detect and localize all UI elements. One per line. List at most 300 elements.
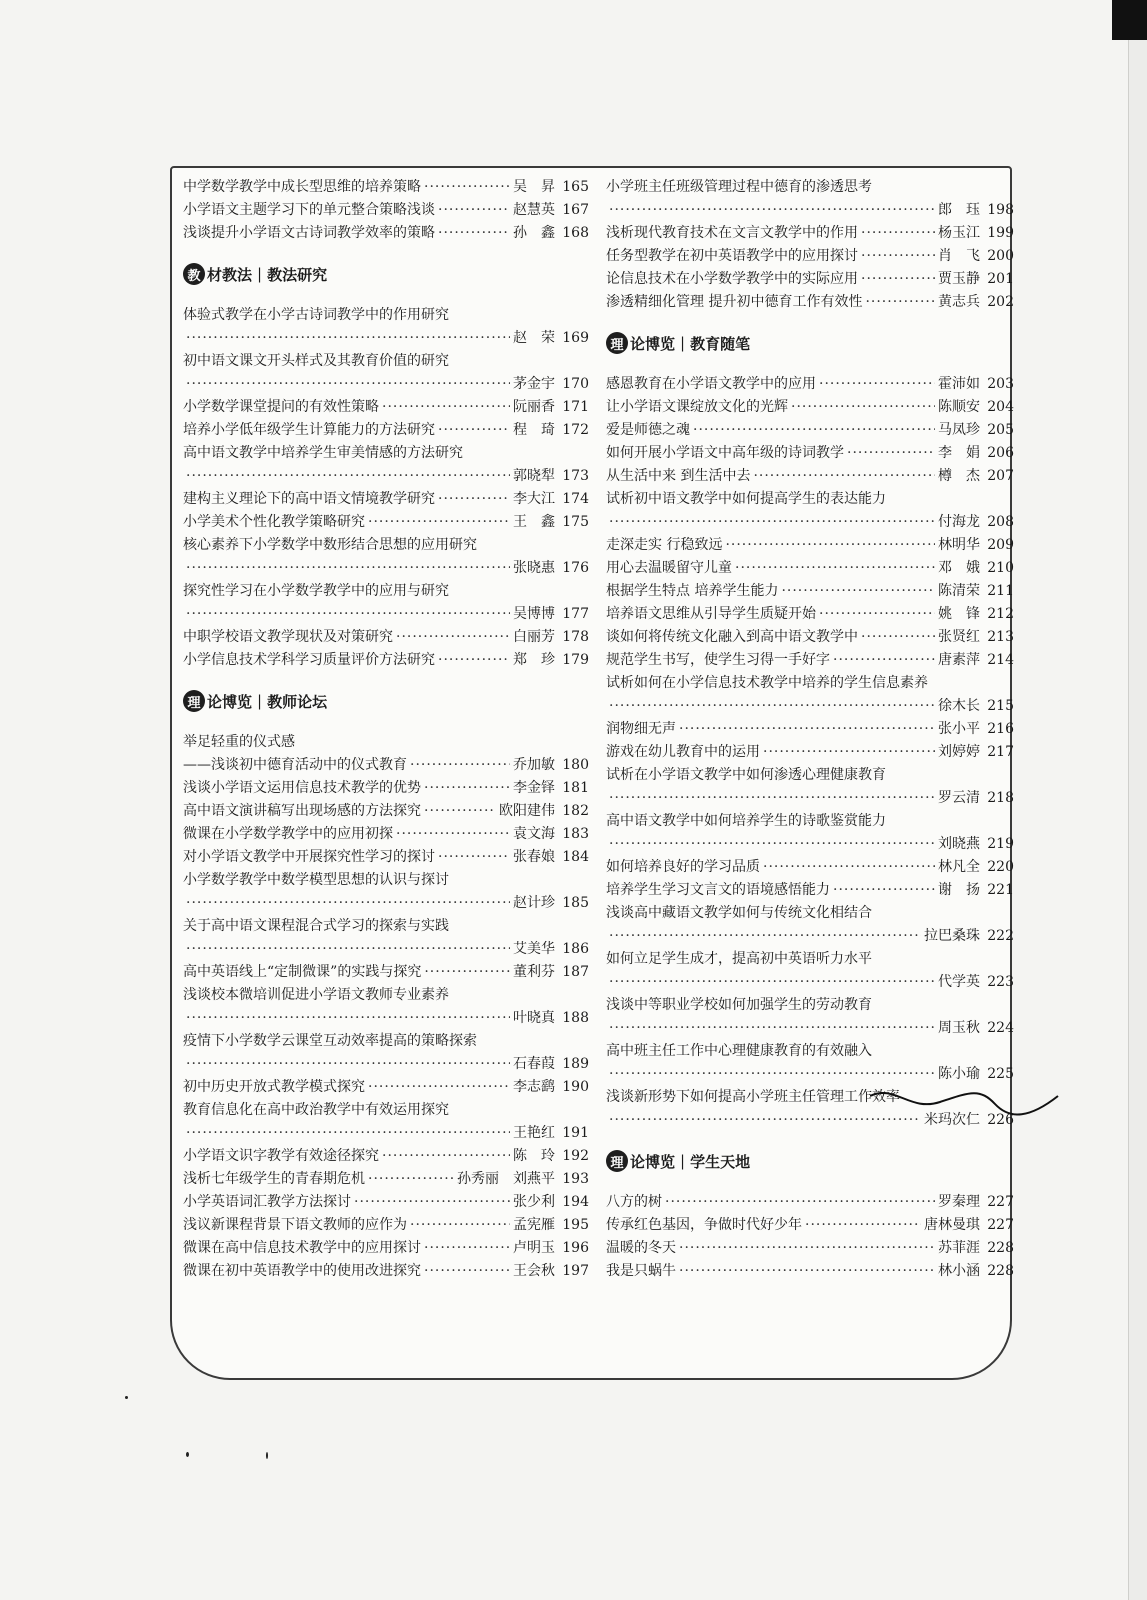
entry-author: 林明华: [938, 537, 980, 553]
entry-line: [606, 465, 1014, 488]
toc-entry[interactable]: [183, 1099, 589, 1145]
toc-entry[interactable]: [183, 823, 589, 846]
entry-line: [183, 626, 589, 649]
entry-line: [183, 304, 589, 327]
entry-page: 177: [562, 606, 589, 622]
entry-title: 渗透精细化管理 提升初中德育工作有效性: [606, 294, 863, 310]
entry-author: 谢 扬: [938, 882, 980, 898]
entry-title: 试析初中语文教学中如何提高学生的表达能力: [606, 491, 886, 507]
dot-leader: [609, 695, 935, 718]
entry-line: [606, 1040, 1014, 1063]
dot-leader: [186, 327, 510, 350]
toc-entry[interactable]: [606, 442, 1014, 465]
entry-author: 吴博博: [513, 606, 555, 622]
toc-entry[interactable]: [183, 396, 589, 419]
toc-entry[interactable]: [606, 603, 1014, 626]
toc-entry[interactable]: [183, 1030, 589, 1076]
left-column: [183, 176, 589, 1283]
dot-leader: [753, 465, 935, 488]
entry-page: 193: [562, 1171, 589, 1187]
entry-line: [183, 961, 589, 984]
section-separator: |: [257, 692, 263, 710]
toc-entry[interactable]: [183, 442, 589, 488]
entry-author: 罗秦理: [938, 1194, 980, 1210]
section-title: 论博览: [630, 1152, 676, 1171]
toc-entry[interactable]: [606, 1237, 1014, 1260]
entry-line: [606, 1214, 1014, 1237]
dot-leader: [410, 754, 510, 777]
entry-page: 210: [987, 560, 1014, 576]
toc-entry[interactable]: [183, 800, 589, 823]
entry-page: 216: [987, 721, 1014, 737]
entry-author: 张晓惠: [513, 560, 555, 576]
section-title: 材教法: [207, 265, 253, 284]
dot-leader: [424, 1260, 510, 1283]
entry-title: ——浅谈初中德育活动中的仪式教育: [183, 757, 407, 773]
entry-page: 201: [987, 271, 1014, 287]
dot-leader: [665, 1191, 935, 1214]
entry-line: [183, 327, 589, 350]
entry-page: 214: [987, 652, 1014, 668]
entry-page: 168: [562, 225, 589, 241]
toc-entry[interactable]: [606, 268, 1014, 291]
section-subtitle: 教育随笔: [690, 334, 751, 353]
toc-entry[interactable]: [606, 419, 1014, 442]
toc-entry[interactable]: [183, 176, 589, 199]
entry-author: 贾玉静: [938, 271, 980, 287]
entry-author: 林小涵: [938, 1263, 980, 1279]
dot-leader: [186, 603, 510, 626]
dot-leader: [847, 442, 935, 465]
toc-entry[interactable]: [606, 764, 1014, 810]
dot-leader: [609, 833, 935, 856]
dot-leader: [382, 1145, 510, 1168]
entry-line: [183, 984, 589, 1007]
corner-mark: [1112, 0, 1147, 40]
entry-line: [183, 511, 589, 534]
toc-entry[interactable]: [606, 176, 1014, 222]
toc-entry[interactable]: [606, 948, 1014, 994]
entry-line: [183, 777, 589, 800]
entry-page: 195: [562, 1217, 589, 1233]
entry-line: [606, 1237, 1014, 1260]
toc-entry[interactable]: [606, 741, 1014, 764]
section-badge: 教: [183, 263, 205, 285]
section-title: 论博览: [207, 692, 253, 711]
entry-page: 178: [562, 629, 589, 645]
entry-page: 227: [987, 1194, 1014, 1210]
entry-page: 222: [987, 928, 1014, 944]
toc-entry[interactable]: [606, 994, 1014, 1040]
toc-entry[interactable]: [183, 534, 589, 580]
dot-leader: [781, 580, 935, 603]
dot-leader: [438, 199, 510, 222]
entry-page: 189: [562, 1056, 589, 1072]
toc-entry[interactable]: [606, 1191, 1014, 1214]
dot-leader: [725, 534, 935, 557]
toc-entry[interactable]: [606, 626, 1014, 649]
entry-title: 高中英语线上“定制微课”的实践与探究: [183, 964, 422, 980]
entry-page: 218: [987, 790, 1014, 806]
entry-title: 浅谈小学语文运用信息技术教学的优势: [183, 780, 421, 796]
entry-title: 小学语文主题学习下的单元整合策略浅谈: [183, 202, 435, 218]
dot-leader: [861, 268, 935, 291]
dot-leader: [438, 649, 510, 672]
entry-line: [183, 199, 589, 222]
toc-entry[interactable]: [183, 846, 589, 869]
dot-leader: [186, 1053, 510, 1076]
entry-page: 184: [562, 849, 589, 865]
entry-author: 叶晓真: [513, 1010, 555, 1026]
dot-leader: [693, 419, 935, 442]
dot-leader: [382, 396, 510, 419]
entry-title: 小学班主任班级管理过程中德育的渗透思考: [606, 179, 872, 195]
toc-entry[interactable]: [606, 580, 1014, 603]
entry-title: 教育信息化在高中政治教学中有效运用探究: [183, 1102, 449, 1118]
section-header: [606, 326, 1014, 360]
entry-author: 米玛次仁: [924, 1112, 980, 1128]
entry-author: 白丽芳: [513, 629, 555, 645]
toc-entry[interactable]: [606, 1040, 1014, 1086]
entry-author: 孙 鑫: [513, 225, 555, 241]
entry-page: 169: [562, 330, 589, 346]
section-header: [183, 684, 589, 718]
entry-title: 核心素养下小学数学中数形结合思想的应用研究: [183, 537, 477, 553]
entry-line: [606, 511, 1014, 534]
dot-leader: [410, 1214, 510, 1237]
dot-leader: [186, 892, 510, 915]
entry-line: [606, 971, 1014, 994]
dot-leader: [186, 465, 510, 488]
section-badge: 理: [606, 332, 628, 354]
entry-line: [606, 810, 1014, 833]
entry-title: 如何开展小学语文中高年级的诗词教学: [606, 445, 844, 461]
section-badge: 理: [183, 690, 205, 712]
entry-page: 196: [562, 1240, 589, 1256]
toc-entry[interactable]: [606, 291, 1014, 314]
entry-title: 浅谈新形势下如何提高小学班主任管理工作效率: [606, 1089, 900, 1105]
toc-entry[interactable]: [606, 373, 1014, 396]
entry-line: [606, 787, 1014, 810]
toc-entry[interactable]: [183, 580, 589, 626]
entry-page: 186: [562, 941, 589, 957]
entry-page: 226: [987, 1112, 1014, 1128]
toc-entry[interactable]: [606, 1214, 1014, 1237]
entry-page: 197: [562, 1263, 589, 1279]
scan-speck: [266, 1452, 268, 1459]
entry-line: [183, 1030, 589, 1053]
toc-entry[interactable]: [606, 534, 1014, 557]
entry-title: 八方的树: [606, 1194, 662, 1210]
entry-title: 建构主义理论下的高中语文情境教学研究: [183, 491, 435, 507]
dot-leader: [424, 800, 496, 823]
entry-title: 浅析七年级学生的青春期危机: [183, 1171, 365, 1187]
entry-line: [606, 764, 1014, 787]
entry-page: 209: [987, 537, 1014, 553]
dot-leader: [861, 222, 935, 245]
dot-leader: [368, 511, 510, 534]
toc-entry[interactable]: [606, 718, 1014, 741]
entry-page: 180: [562, 757, 589, 773]
entry-title: 根据学生特点 培养学生能力: [606, 583, 779, 599]
toc-entry[interactable]: [183, 419, 589, 442]
entry-author: 赵慧英: [513, 202, 555, 218]
toc-entry[interactable]: [606, 557, 1014, 580]
entry-author: 董利芬: [513, 964, 555, 980]
entry-page: 179: [562, 652, 589, 668]
entry-author: 艾美华: [513, 941, 555, 957]
toc-entry[interactable]: [606, 672, 1014, 718]
entry-line: [183, 938, 589, 961]
toc-entry[interactable]: [606, 245, 1014, 268]
toc-entry[interactable]: [606, 879, 1014, 902]
scan-speck: [125, 1396, 128, 1399]
entry-line: [606, 948, 1014, 971]
entry-title: 培养学生学习文言文的语境感悟能力: [606, 882, 830, 898]
scan-edge: [1128, 0, 1147, 1600]
entry-author: 陈清荣: [938, 583, 980, 599]
dot-leader: [609, 511, 935, 534]
entry-page: 187: [562, 964, 589, 980]
entry-page: 172: [562, 422, 589, 438]
entry-line: [183, 1168, 589, 1191]
entry-line: [183, 442, 589, 465]
entry-page: 228: [987, 1240, 1014, 1256]
entry-line: [183, 222, 589, 245]
toc-entry[interactable]: [183, 1260, 589, 1283]
entry-line: [606, 902, 1014, 925]
entry-title: 探究性学习在小学数学教学中的应用与研究: [183, 583, 449, 599]
dot-leader: [396, 823, 510, 846]
entry-author: 张贤红: [938, 629, 980, 645]
entry-line: [183, 754, 589, 777]
entry-page: 174: [562, 491, 589, 507]
dot-leader: [861, 245, 935, 268]
entry-title: 小学英语词汇教学方法探讨: [183, 1194, 351, 1210]
entry-author: 杨玉江: [938, 225, 980, 241]
entry-title: 用心去温暖留守儿童: [606, 560, 732, 576]
entry-page: 227: [987, 1217, 1014, 1233]
entry-author: 孙秀丽 刘燕平: [457, 1171, 555, 1187]
entry-title: 小学信息技术学科学习质量评价方法研究: [183, 652, 435, 668]
entry-title: 初中语文课文开头样式及其教育价值的研究: [183, 353, 449, 369]
entry-line: [183, 373, 589, 396]
entry-author: 邓 娥: [938, 560, 980, 576]
entry-author: 欧阳建伟: [499, 803, 555, 819]
entry-line: [183, 892, 589, 915]
entry-author: 赵计珍: [513, 895, 555, 911]
toc-entry[interactable]: [183, 626, 589, 649]
toc-entry[interactable]: [183, 350, 589, 396]
entry-title: 规范学生书写，使学生习得一手好字: [606, 652, 830, 668]
toc-entry[interactable]: [183, 1145, 589, 1168]
dot-leader: [763, 741, 935, 764]
entry-line: [606, 291, 1014, 314]
entry-title: 浅谈提升小学语文古诗词教学效率的策略: [183, 225, 435, 241]
dot-leader: [438, 488, 510, 511]
toc-entry[interactable]: [183, 961, 589, 984]
entry-title: 润物细无声: [606, 721, 676, 737]
entry-page: 185: [562, 895, 589, 911]
toc-entry[interactable]: [183, 1076, 589, 1099]
entry-title: 任务型教学在初中英语教学中的应用探讨: [606, 248, 858, 264]
entry-line: [606, 580, 1014, 603]
entry-title: 高中班主任工作中心理健康教育的有效融入: [606, 1043, 872, 1059]
entry-page: 211: [987, 583, 1014, 599]
entry-title: 游戏在幼儿教育中的运用: [606, 744, 760, 760]
toc-entry[interactable]: [606, 810, 1014, 856]
entry-line: [606, 695, 1014, 718]
entry-page: 181: [562, 780, 589, 796]
entry-author: 张小平: [938, 721, 980, 737]
entry-author: 张春娘: [513, 849, 555, 865]
toc-entry[interactable]: [606, 222, 1014, 245]
section-subtitle: 教师论坛: [267, 692, 328, 711]
entry-line: [606, 1260, 1014, 1283]
toc-entry[interactable]: [183, 1191, 589, 1214]
entry-author: 付海龙: [938, 514, 980, 530]
toc-entry[interactable]: [183, 731, 589, 777]
entry-title: 微课在高中信息技术教学中的应用探讨: [183, 1240, 421, 1256]
entry-title: 初中历史开放式教学模式探究: [183, 1079, 365, 1095]
entry-title: 中职学校语文教学现状及对策研究: [183, 629, 393, 645]
toc-entry[interactable]: [606, 649, 1014, 672]
entry-author: 王会秋: [513, 1263, 555, 1279]
dot-leader: [396, 626, 510, 649]
entry-title: 对小学语文教学中开展探究性学习的探讨: [183, 849, 435, 865]
toc-entry[interactable]: [606, 902, 1014, 948]
entry-author: 姚 锋: [938, 606, 980, 622]
entry-author: 陈 玲: [513, 1148, 555, 1164]
entry-page: 225: [987, 1066, 1014, 1082]
toc-entry[interactable]: [606, 856, 1014, 879]
toc-entry[interactable]: [606, 1260, 1014, 1283]
dot-leader: [438, 846, 510, 869]
entry-line: [183, 580, 589, 603]
entry-line: [606, 994, 1014, 1017]
entry-line: [606, 199, 1014, 222]
toc-entry[interactable]: [183, 1214, 589, 1237]
toc-entry[interactable]: [183, 1168, 589, 1191]
toc-entry[interactable]: [606, 465, 1014, 488]
entry-title: 如何培养良好的学习品质: [606, 859, 760, 875]
toc-entry[interactable]: [183, 488, 589, 511]
dot-leader: [186, 1122, 510, 1145]
entry-line: [183, 534, 589, 557]
entry-author: 陈顺安: [938, 399, 980, 415]
entry-line: [183, 1007, 589, 1030]
toc-entry[interactable]: [183, 649, 589, 672]
entry-author: 黄志兵: [938, 294, 980, 310]
entry-author: 张少利: [513, 1194, 555, 1210]
entry-line: [606, 603, 1014, 626]
toc-entry[interactable]: [183, 915, 589, 961]
entry-page: 194: [562, 1194, 589, 1210]
entry-page: 199: [987, 225, 1014, 241]
entry-author: 唐素萍: [938, 652, 980, 668]
entry-author: 周玉秋: [938, 1020, 980, 1036]
entry-line: [183, 488, 589, 511]
entry-line: [183, 1237, 589, 1260]
entry-line: [606, 245, 1014, 268]
toc-entry[interactable]: [183, 222, 589, 245]
entry-title: 举足轻重的仪式感: [183, 734, 295, 750]
section-badge: 理: [606, 1150, 628, 1172]
entry-title: 谈如何将传统文化融入到高中语文教学中: [606, 629, 858, 645]
toc-entry[interactable]: [183, 777, 589, 800]
entry-line: [606, 557, 1014, 580]
dot-leader: [791, 396, 935, 419]
entry-author: 苏菲涯: [938, 1240, 980, 1256]
dot-leader: [865, 291, 935, 314]
dot-leader: [186, 1007, 510, 1030]
toc-entry[interactable]: [183, 1237, 589, 1260]
toc-entry[interactable]: [606, 396, 1014, 419]
entry-author: 王艳红: [513, 1125, 555, 1141]
toc-entry[interactable]: [183, 511, 589, 534]
section-subtitle: 学生天地: [690, 1152, 751, 1171]
entry-title: 小学美术个性化教学策略研究: [183, 514, 365, 530]
entry-page: 198: [987, 202, 1014, 218]
entry-line: [606, 925, 1014, 948]
entry-author: 郎 珏: [938, 202, 980, 218]
entry-author: 徐木长: [938, 698, 980, 714]
toc-entry[interactable]: [183, 199, 589, 222]
entry-title: 试析在小学语文教学中如何渗透心理健康教育: [606, 767, 886, 783]
entry-page: 192: [562, 1148, 589, 1164]
entry-line: [606, 626, 1014, 649]
entry-title: 浅议新课程背景下语文教师的应作为: [183, 1217, 407, 1233]
dot-leader: [368, 1076, 510, 1099]
dot-leader: [438, 419, 510, 442]
toc-entry[interactable]: [183, 984, 589, 1030]
entry-author: 王 鑫: [513, 514, 555, 530]
entry-page: 215: [987, 698, 1014, 714]
dot-leader: [186, 373, 510, 396]
entry-author: 拉巴桑珠: [924, 928, 980, 944]
entry-title: 培养小学低年级学生计算能力的方法研究: [183, 422, 435, 438]
entry-title: 浅谈校本微培训促进小学语文教师专业素养: [183, 987, 449, 1003]
entry-title: 浅谈高中藏语文教学如何与传统文化相结合: [606, 905, 872, 921]
entry-title: 我是只蜗牛: [606, 1263, 676, 1279]
toc-entry[interactable]: [183, 869, 589, 915]
section-separator: |: [680, 334, 686, 352]
entry-author: 林凡全: [938, 859, 980, 875]
section-separator: |: [257, 265, 263, 283]
entry-line: [183, 915, 589, 938]
toc-entry[interactable]: [183, 304, 589, 350]
entry-title: 浅谈中等职业学校如何加强学生的劳动教育: [606, 997, 872, 1013]
entry-line: [606, 1191, 1014, 1214]
entry-line: [183, 350, 589, 373]
entry-title: 走深走实 行稳致远: [606, 537, 723, 553]
entry-page: 217: [987, 744, 1014, 760]
dot-leader: [354, 1191, 510, 1214]
entry-page: 176: [562, 560, 589, 576]
entry-title: 小学数学课堂提问的有效性策略: [183, 399, 379, 415]
dot-leader: [424, 176, 510, 199]
entry-line: [183, 176, 589, 199]
entry-title: 温暖的冬天: [606, 1240, 676, 1256]
entry-page: 224: [987, 1020, 1014, 1036]
entry-page: 175: [562, 514, 589, 530]
entry-line: [183, 869, 589, 892]
entry-title: 体验式教学在小学古诗词教学中的作用研究: [183, 307, 449, 323]
entry-author: 刘晓燕: [938, 836, 980, 852]
entry-author: 肖 飞: [938, 248, 980, 264]
toc-entry[interactable]: [606, 488, 1014, 534]
entry-author: 陈小瑜: [938, 1066, 980, 1082]
